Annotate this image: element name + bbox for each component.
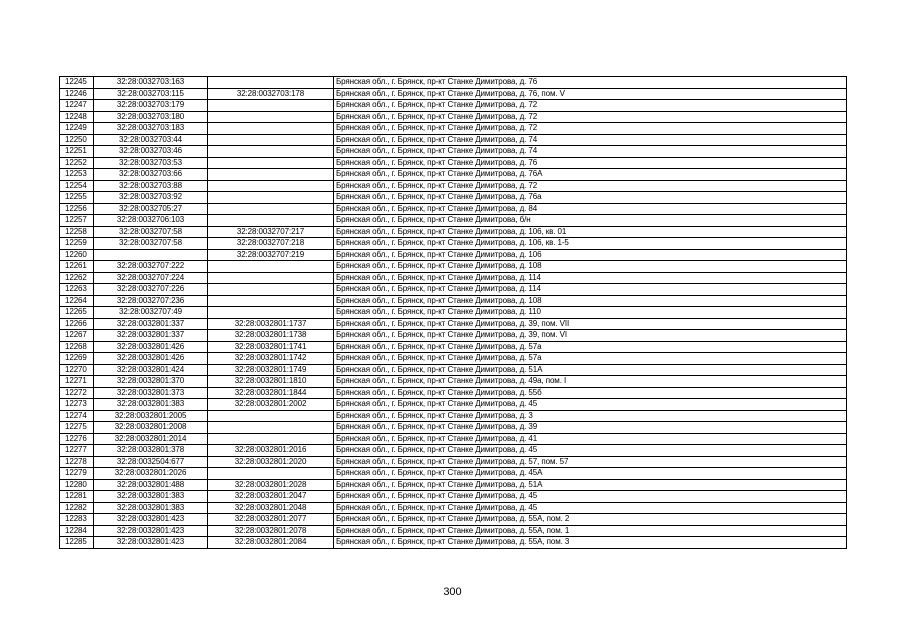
cell-address: Брянская обл., г. Брянск, пр-кт Станке Димитрова, д. 45	[334, 491, 847, 503]
cell-cadastral-number: 32:28:0032801:370	[94, 376, 208, 388]
cell-cadastral-number: 32:28:0032703:66	[94, 169, 208, 181]
cell-address: Брянская обл., г. Брянск, пр-кт Станке Димитрова, д. 57а	[334, 341, 847, 353]
table-row	[60, 479, 847, 491]
cell-row-number: 12276	[60, 433, 94, 445]
cell-row-number: 12284	[60, 525, 94, 537]
cell-address: Брянская обл., г. Брянск, пр-кт Станке Димитрова, д. 57, пом. 57	[334, 456, 847, 468]
cell-cadastral-number: 32:28:0032801:424	[94, 364, 208, 376]
cell-cadastral-number: 32:28:0032703:46	[94, 146, 208, 158]
table-row	[60, 295, 847, 307]
cell-cadastral-number: 32:28:0032801:2005	[94, 410, 208, 422]
cell-cadastral-number: 32:28:0032703:44	[94, 134, 208, 146]
table-row	[60, 180, 847, 192]
cell-cadastral-number: 32:28:0032801:337	[94, 330, 208, 342]
cell-object-cadastral-number	[208, 468, 334, 480]
table-row	[60, 353, 847, 365]
cell-row-number: 12250	[60, 134, 94, 146]
cell-object-cadastral-number: 32:28:0032801:2078	[208, 525, 334, 537]
cell-object-cadastral-number: 32:28:0032703:178	[208, 88, 334, 100]
cell-address: Брянская обл., г. Брянск, пр-кт Станке Димитрова, д. 55б	[334, 387, 847, 399]
cell-object-cadastral-number	[208, 215, 334, 227]
cell-object-cadastral-number: 32:28:0032801:2048	[208, 502, 334, 514]
cell-address: Брянская обл., г. Брянск, пр-кт Станке Димитрова, д. 51А	[334, 364, 847, 376]
table-row	[60, 123, 847, 135]
cell-cadastral-number: 32:28:0032703:53	[94, 157, 208, 169]
cell-object-cadastral-number	[208, 123, 334, 135]
cell-cadastral-number: 32:28:0032703:163	[94, 77, 208, 89]
cell-row-number: 12272	[60, 387, 94, 399]
cell-address: Брянская обл., г. Брянск, пр-кт Станке Димитрова, д. 76, пом. V	[334, 88, 847, 100]
cell-object-cadastral-number: 32:28:0032801:1737	[208, 318, 334, 330]
cell-row-number: 12273	[60, 399, 94, 411]
table-row	[60, 422, 847, 434]
cell-object-cadastral-number	[208, 100, 334, 112]
table-row	[60, 445, 847, 457]
cell-cadastral-number: 32:28:0032707:224	[94, 272, 208, 284]
cell-row-number: 12264	[60, 295, 94, 307]
cell-row-number: 12277	[60, 445, 94, 457]
table-row	[60, 77, 847, 89]
cell-cadastral-number: 32:28:0032703:179	[94, 100, 208, 112]
cell-object-cadastral-number	[208, 111, 334, 123]
registry-table-body	[60, 77, 847, 549]
cell-address: Брянская обл., г. Брянск, пр-кт Станке Димитрова, д. 114	[334, 272, 847, 284]
cell-row-number: 12260	[60, 249, 94, 261]
cell-object-cadastral-number	[208, 157, 334, 169]
cell-cadastral-number: 32:28:0032705:27	[94, 203, 208, 215]
cell-cadastral-number: 32:28:0032801:426	[94, 353, 208, 365]
cell-cadastral-number: 32:28:0032703:180	[94, 111, 208, 123]
cell-cadastral-number: 32:28:0032707:49	[94, 307, 208, 319]
cell-row-number: 12271	[60, 376, 94, 388]
table-row	[60, 387, 847, 399]
cell-row-number: 12254	[60, 180, 94, 192]
cell-cadastral-number	[94, 249, 208, 261]
cell-object-cadastral-number	[208, 169, 334, 181]
page-number: 300	[443, 586, 462, 598]
cell-cadastral-number: 32:28:0032703:88	[94, 180, 208, 192]
cell-object-cadastral-number: 32:28:0032707:218	[208, 238, 334, 250]
cell-row-number: 12245	[60, 77, 94, 89]
cell-address: Брянская обл., г. Брянск, пр-кт Станке Димитрова, д. 72	[334, 123, 847, 135]
cell-row-number: 12249	[60, 123, 94, 135]
cell-cadastral-number: 32:28:0032801:488	[94, 479, 208, 491]
cell-address: Брянская обл., г. Брянск, пр-кт Станке Димитрова, д. 106, кв. 1-5	[334, 238, 847, 250]
cell-object-cadastral-number	[208, 180, 334, 192]
cell-row-number: 12255	[60, 192, 94, 204]
cell-row-number: 12258	[60, 226, 94, 238]
table-row	[60, 537, 847, 549]
cell-address: Брянская обл., г. Брянск, пр-кт Станке Димитрова, д. 76а	[334, 192, 847, 204]
table-row	[60, 192, 847, 204]
table-row	[60, 215, 847, 227]
table-row	[60, 307, 847, 319]
cell-row-number: 12285	[60, 537, 94, 549]
cell-address: Брянская обл., г. Брянск, пр-кт Станке Димитрова, д. 45	[334, 399, 847, 411]
cell-address: Брянская обл., г. Брянск, пр-кт Станке Димитрова, д. 39	[334, 422, 847, 434]
cell-cadastral-number: 32:28:0032707:226	[94, 284, 208, 296]
cell-address: Брянская обл., г. Брянск, пр-кт Станке Димитрова, д. 45А	[334, 468, 847, 480]
table-row	[60, 134, 847, 146]
cell-row-number: 12251	[60, 146, 94, 158]
table-row	[60, 88, 847, 100]
cell-cadastral-number: 32:28:0032801:423	[94, 514, 208, 526]
cell-address: Брянская обл., г. Брянск, пр-кт Станке Димитрова, б/н	[334, 215, 847, 227]
cell-object-cadastral-number	[208, 77, 334, 89]
cell-cadastral-number: 32:28:0032703:183	[94, 123, 208, 135]
table-row	[60, 261, 847, 273]
cell-row-number: 12269	[60, 353, 94, 365]
cell-object-cadastral-number: 32:28:0032801:2016	[208, 445, 334, 457]
cell-address: Брянская обл., г. Брянск, пр-кт Станке Димитрова, д. 74	[334, 134, 847, 146]
table-row	[60, 364, 847, 376]
cell-row-number: 12253	[60, 169, 94, 181]
cell-address: Брянская обл., г. Брянск, пр-кт Станке Димитрова, д. 106	[334, 249, 847, 261]
cell-object-cadastral-number	[208, 203, 334, 215]
cell-object-cadastral-number: 32:28:0032801:2002	[208, 399, 334, 411]
cell-address: Брянская обл., г. Брянск, пр-кт Станке Димитрова, д. 45	[334, 502, 847, 514]
cell-address: Брянская обл., г. Брянск, пр-кт Станке Димитрова, д. 76	[334, 157, 847, 169]
registry-table	[59, 76, 847, 549]
cell-object-cadastral-number: 32:28:0032801:2020	[208, 456, 334, 468]
cell-cadastral-number: 32:28:0032801:383	[94, 399, 208, 411]
cell-row-number: 12247	[60, 100, 94, 112]
cell-address: Брянская обл., г. Брянск, пр-кт Станке Димитрова, д. 114	[334, 284, 847, 296]
table-row	[60, 514, 847, 526]
table-row	[60, 525, 847, 537]
cell-address: Брянская обл., г. Брянск, пр-кт Станке Димитрова, д. 41	[334, 433, 847, 445]
table-row	[60, 318, 847, 330]
cell-object-cadastral-number	[208, 295, 334, 307]
cell-cadastral-number: 32:28:0032801:423	[94, 537, 208, 549]
cell-row-number: 12268	[60, 341, 94, 353]
cell-object-cadastral-number	[208, 307, 334, 319]
cell-object-cadastral-number: 32:28:0032801:1738	[208, 330, 334, 342]
cell-row-number: 12256	[60, 203, 94, 215]
cell-object-cadastral-number: 32:28:0032707:217	[208, 226, 334, 238]
cell-row-number: 12274	[60, 410, 94, 422]
cell-cadastral-number: 32:28:0032707:58	[94, 238, 208, 250]
cell-row-number: 12279	[60, 468, 94, 480]
cell-address: Брянская обл., г. Брянск, пр-кт Станке Димитрова, д. 55А, пом. 1	[334, 525, 847, 537]
cell-cadastral-number: 32:28:0032801:383	[94, 491, 208, 503]
cell-object-cadastral-number	[208, 146, 334, 158]
cell-address: Брянская обл., г. Брянск, пр-кт Станке Димитрова, д. 39, пом. VI	[334, 330, 847, 342]
cell-row-number: 12282	[60, 502, 94, 514]
cell-object-cadastral-number	[208, 272, 334, 284]
cell-cadastral-number: 32:28:0032801:2008	[94, 422, 208, 434]
table-row	[60, 100, 847, 112]
table-row	[60, 157, 847, 169]
table-row	[60, 468, 847, 480]
cell-cadastral-number: 32:28:0032707:236	[94, 295, 208, 307]
table-row	[60, 399, 847, 411]
cell-cadastral-number: 32:28:0032706:103	[94, 215, 208, 227]
cell-row-number: 12281	[60, 491, 94, 503]
cell-address: Брянская обл., г. Брянск, пр-кт Станке Димитрова, д. 72	[334, 180, 847, 192]
table-row	[60, 111, 847, 123]
cell-cadastral-number: 32:28:0032703:92	[94, 192, 208, 204]
cell-address: Брянская обл., г. Брянск, пр-кт Станке Димитрова, д. 84	[334, 203, 847, 215]
cell-address: Брянская обл., г. Брянск, пр-кт Станке Димитрова, д. 74	[334, 146, 847, 158]
cell-address: Брянская обл., г. Брянск, пр-кт Станке Димитрова, д. 39, пом. VII	[334, 318, 847, 330]
cell-row-number: 12248	[60, 111, 94, 123]
cell-object-cadastral-number: 32:28:0032801:1810	[208, 376, 334, 388]
cell-row-number: 12270	[60, 364, 94, 376]
cell-row-number: 12246	[60, 88, 94, 100]
cell-cadastral-number: 32:28:0032801:378	[94, 445, 208, 457]
cell-address: Брянская обл., г. Брянск, пр-кт Станке Димитрова, д. 57а	[334, 353, 847, 365]
table-row	[60, 272, 847, 284]
cell-address: Брянская обл., г. Брянск, пр-кт Станке Димитрова, д. 3	[334, 410, 847, 422]
cell-address: Брянская обл., г. Брянск, пр-кт Станке Димитрова, д. 55А, пом. 2	[334, 514, 847, 526]
cell-object-cadastral-number: 32:28:0032801:2077	[208, 514, 334, 526]
cell-cadastral-number: 32:28:0032801:383	[94, 502, 208, 514]
cell-row-number: 12259	[60, 238, 94, 250]
cell-address: Брянская обл., г. Брянск, пр-кт Станке Димитрова, д. 110	[334, 307, 847, 319]
table-row	[60, 249, 847, 261]
cell-cadastral-number: 32:28:0032801:2026	[94, 468, 208, 480]
table-row	[60, 226, 847, 238]
cell-address: Брянская обл., г. Брянск, пр-кт Станке Димитрова, д. 72	[334, 100, 847, 112]
cell-row-number: 12280	[60, 479, 94, 491]
cell-cadastral-number: 32:28:0032801:373	[94, 387, 208, 399]
cell-cadastral-number: 32:28:0032801:423	[94, 525, 208, 537]
cell-row-number: 12263	[60, 284, 94, 296]
cell-cadastral-number: 32:28:0032504:677	[94, 456, 208, 468]
cell-row-number: 12262	[60, 272, 94, 284]
cell-object-cadastral-number	[208, 284, 334, 296]
cell-object-cadastral-number: 32:28:0032801:2028	[208, 479, 334, 491]
cell-cadastral-number: 32:28:0032703:115	[94, 88, 208, 100]
cell-row-number: 12265	[60, 307, 94, 319]
cell-address: Брянская обл., г. Брянск, пр-кт Станке Димитрова, д. 45	[334, 445, 847, 457]
cell-address: Брянская обл., г. Брянск, пр-кт Станке Димитрова, д. 108	[334, 261, 847, 273]
cell-row-number: 12261	[60, 261, 94, 273]
table-row	[60, 341, 847, 353]
cell-object-cadastral-number: 32:28:0032707:219	[208, 249, 334, 261]
table-row	[60, 456, 847, 468]
cell-row-number: 12278	[60, 456, 94, 468]
table-row	[60, 502, 847, 514]
cell-object-cadastral-number	[208, 410, 334, 422]
cell-row-number: 12283	[60, 514, 94, 526]
cell-row-number: 12267	[60, 330, 94, 342]
cell-address: Брянская обл., г. Брянск, пр-кт Станке Димитрова, д. 51А	[334, 479, 847, 491]
cell-cadastral-number: 32:28:0032707:222	[94, 261, 208, 273]
cell-object-cadastral-number: 32:28:0032801:1749	[208, 364, 334, 376]
cell-row-number: 12275	[60, 422, 94, 434]
cell-object-cadastral-number: 32:28:0032801:1844	[208, 387, 334, 399]
table-row	[60, 376, 847, 388]
cell-object-cadastral-number: 32:28:0032801:1741	[208, 341, 334, 353]
cell-address: Брянская обл., г. Брянск, пр-кт Станке Димитрова, д. 76	[334, 77, 847, 89]
cell-cadastral-number: 32:28:0032707:58	[94, 226, 208, 238]
cell-cadastral-number: 32:28:0032801:2014	[94, 433, 208, 445]
cell-row-number: 12252	[60, 157, 94, 169]
cell-address: Брянская обл., г. Брянск, пр-кт Станке Димитрова, д. 108	[334, 295, 847, 307]
cell-object-cadastral-number	[208, 422, 334, 434]
table-row	[60, 284, 847, 296]
cell-object-cadastral-number: 32:28:0032801:2084	[208, 537, 334, 549]
cell-object-cadastral-number	[208, 192, 334, 204]
cell-row-number: 12257	[60, 215, 94, 227]
cell-cadastral-number: 32:28:0032801:426	[94, 341, 208, 353]
cell-address: Брянская обл., г. Брянск, пр-кт Станке Димитрова, д. 72	[334, 111, 847, 123]
table-row	[60, 433, 847, 445]
cell-address: Брянская обл., г. Брянск, пр-кт Станке Димитрова, д. 49а, пом. I	[334, 376, 847, 388]
table-row	[60, 410, 847, 422]
table-row	[60, 238, 847, 250]
cell-address: Брянская обл., г. Брянск, пр-кт Станке Димитрова, д. 106, кв. 01	[334, 226, 847, 238]
table-row	[60, 203, 847, 215]
cell-object-cadastral-number: 32:28:0032801:1742	[208, 353, 334, 365]
cell-object-cadastral-number	[208, 134, 334, 146]
cell-cadastral-number: 32:28:0032801:337	[94, 318, 208, 330]
cell-object-cadastral-number	[208, 261, 334, 273]
table-row	[60, 169, 847, 181]
cell-object-cadastral-number	[208, 433, 334, 445]
table-row	[60, 491, 847, 503]
cell-address: Брянская обл., г. Брянск, пр-кт Станке Димитрова, д. 55А, пом. 3	[334, 537, 847, 549]
cell-object-cadastral-number: 32:28:0032801:2047	[208, 491, 334, 503]
table-row	[60, 146, 847, 158]
cell-address: Брянская обл., г. Брянск, пр-кт Станке Димитрова, д. 76А	[334, 169, 847, 181]
table-row	[60, 330, 847, 342]
cell-row-number: 12266	[60, 318, 94, 330]
